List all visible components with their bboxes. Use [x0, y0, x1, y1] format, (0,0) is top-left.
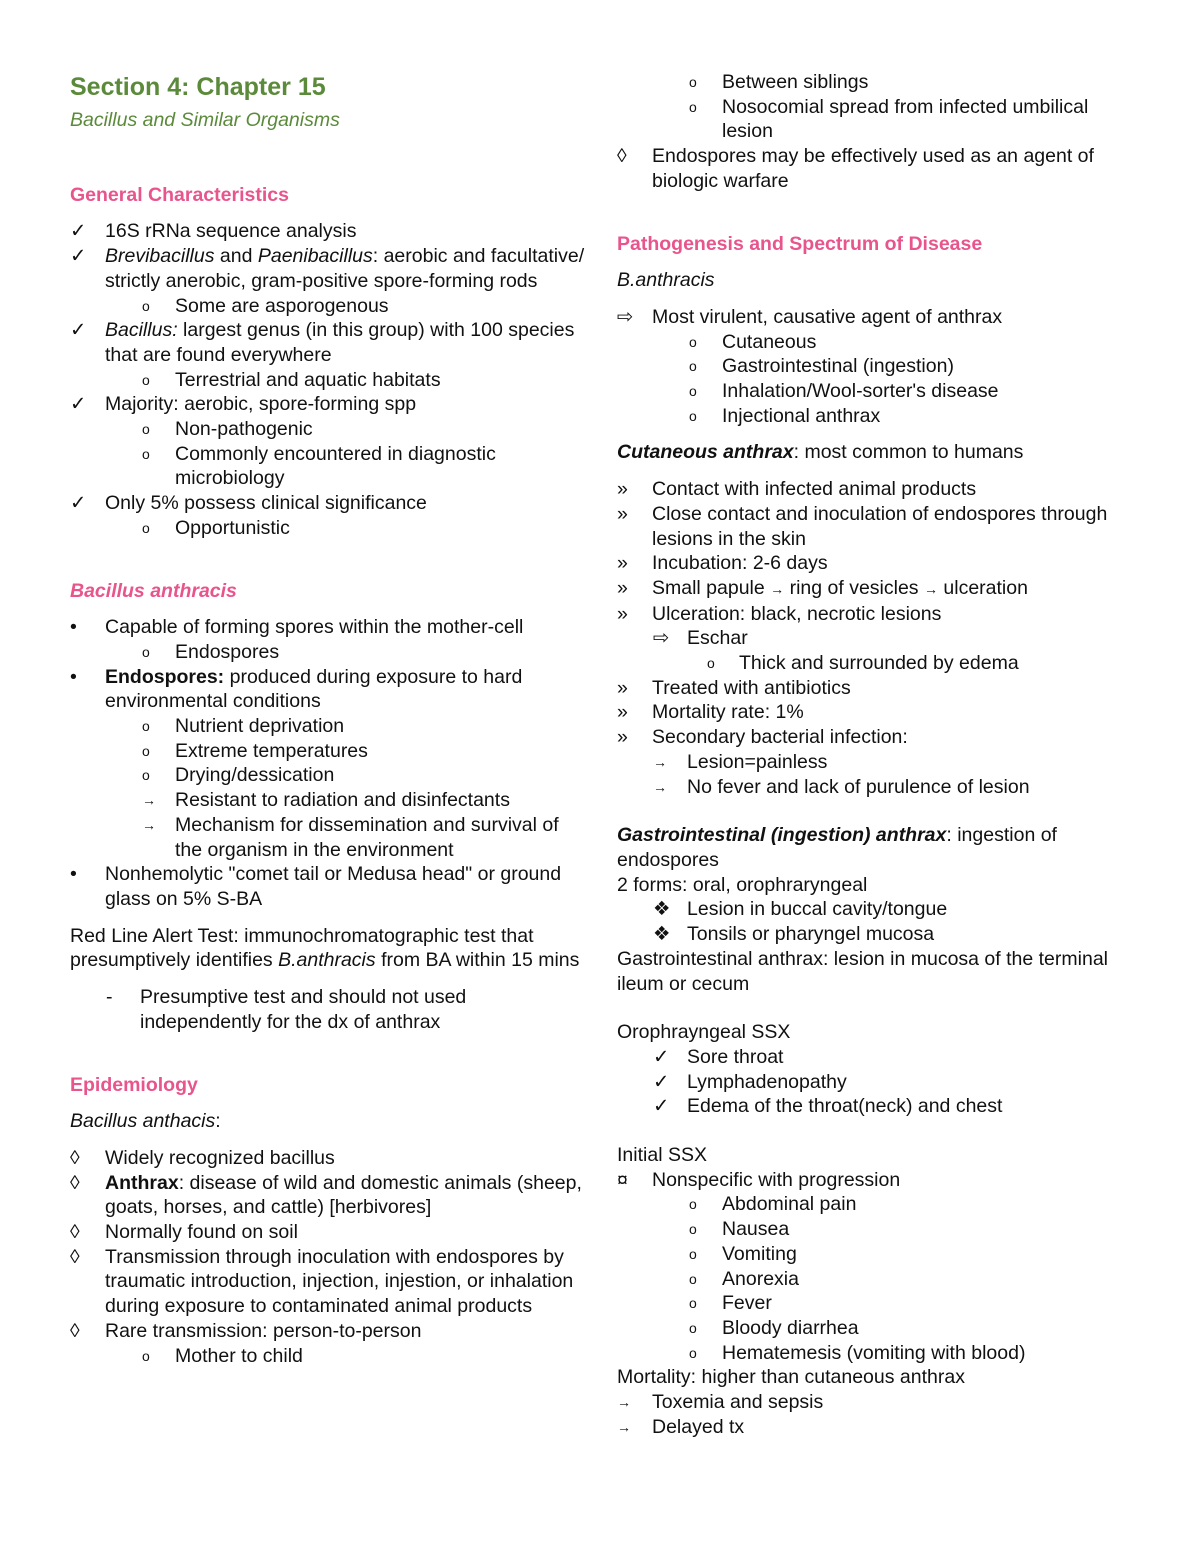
list-item: » Treated with antibiotics [617, 676, 851, 699]
list-item: → Toxemia and sepsis [617, 1391, 824, 1414]
checkmark-icon: ✓ [70, 393, 87, 416]
circle-bullet-icon: o [689, 1221, 697, 1238]
list-item: o Between siblings [689, 71, 869, 93]
mortality-text: Mortality: higher than cutaneous anthrax [617, 1366, 965, 1389]
diamond-bullet-icon: ◊ [70, 1221, 80, 1244]
list-item: ✓ Edema of the throat(neck) and chest [653, 1095, 1003, 1118]
heading-bacillus-anthracis: Bacillus anthracis [70, 579, 237, 602]
currency-sign-icon: ¤ [617, 1168, 628, 1191]
epidemiology-subheading: Bacillus anthacis: [70, 1110, 221, 1133]
page-subtitle: Bacillus and Similar Organisms [70, 109, 340, 131]
circle-bullet-icon: o [689, 1196, 697, 1213]
circle-bullet-icon: o [689, 1295, 697, 1312]
list-item: → Delayed tx [617, 1415, 745, 1438]
circle-bullet-icon: o [142, 643, 150, 660]
list-item: o Non-pathogenic [142, 418, 313, 441]
list-item: o Nutrient deprivation [142, 715, 345, 738]
list-item: ✓ Lymphadenopathy [653, 1070, 847, 1093]
double-chevron-icon: » [617, 502, 628, 525]
list-item: ◊ Transmission through inoculation with endospores by traumatic introduction, injection, injestion, or inhalation during exposure to contaminated animal products [70, 1245, 574, 1318]
list-item: - Presumptive test and should not used independently for the dx of anthrax [106, 986, 467, 1033]
list-item: o Opportunistic [142, 516, 290, 539]
list-item: ❖ Tonsils or pharyngel mucosa [653, 923, 935, 946]
list-item: » Incubation: 2-6 days [617, 552, 828, 575]
list-item: ⇨ Most virulent, causative agent of anthrax [617, 305, 1003, 328]
list-item: ✓ Bacillus: largest genus (in this group) with 100 species that are found everywhere [70, 319, 575, 366]
list-item: » Small papule → ring of vesicles → ulceration [617, 576, 1028, 599]
arrow-right-icon: → [770, 580, 785, 597]
list-item: o Drying/dessication [142, 764, 335, 787]
list-item: o Nosocomial spread from infected umbilical lesion [689, 95, 1089, 143]
list-item: o Bloody diarrhea [689, 1316, 859, 1339]
list-item: o Thick and surrounded by edema [707, 652, 1019, 675]
list-item: ❖ Lesion in buccal cavity/tongue [653, 898, 948, 921]
list-item: o Extreme temperatures [142, 739, 368, 762]
double-chevron-icon: » [617, 478, 628, 501]
checkmark-icon: ✓ [70, 245, 87, 268]
list-item: o Endospores [142, 640, 280, 663]
checkmark-icon: ✓ [653, 1095, 670, 1118]
four-diamond-icon: ❖ [653, 898, 671, 921]
list-item: ✓ Sore throat [653, 1045, 784, 1068]
list-item: » Secondary bacterial infection: [617, 726, 908, 749]
circle-bullet-icon: o [142, 718, 150, 735]
list-item: o Cutaneous [689, 330, 817, 353]
checkmark-icon: ✓ [70, 220, 87, 243]
circle-bullet-icon: o [142, 371, 150, 388]
list-item: ✓ Only 5% possess clinical significance [70, 492, 427, 515]
list-item: → Lesion=painless [653, 750, 828, 773]
list-item: ◊ Rare transmission: person-to-person [70, 1319, 422, 1342]
orophrayngeal-title: Orophrayngeal SSX [617, 1021, 791, 1044]
checkmark-icon: ✓ [70, 492, 87, 515]
dash-bullet-icon: - [106, 986, 113, 1009]
circle-bullet-icon: o [142, 767, 150, 784]
double-chevron-icon: » [617, 602, 628, 625]
circle-bullet-icon: o [689, 407, 697, 424]
heading-epidemiology: Epidemiology [70, 1073, 198, 1096]
double-chevron-icon: » [617, 676, 628, 699]
arrow-right-icon: → [653, 778, 667, 795]
circle-bullet-icon: o [689, 98, 697, 115]
list-item: o Abdominal pain [689, 1193, 857, 1216]
gi-forms-text: 2 forms: oral, orophraryngeal [617, 873, 868, 896]
list-item: • Endospores: produced during exposure to hard environmental conditions [70, 665, 523, 713]
double-chevron-icon: » [617, 701, 628, 724]
four-diamond-icon: ❖ [653, 923, 671, 946]
list-item: • Capable of forming spores within the mother-cell [70, 616, 524, 639]
list-item: o Nausea [689, 1218, 790, 1241]
list-item: » Contact with infected animal products [617, 478, 977, 501]
list-item: o Commonly encountered in diagnostic microbiology [142, 442, 496, 490]
list-item: o Vomiting [689, 1242, 797, 1265]
checkmark-icon: ✓ [653, 1045, 670, 1068]
list-item: ◊ Normally found on soil [70, 1221, 298, 1244]
circle-bullet-icon: o [689, 1344, 697, 1361]
gi-lesion-text: Gastrointestinal anthrax: lesion in mucosa of the terminal ileum or cecum [617, 947, 1108, 995]
initial-ssx-title: Initial SSX [617, 1144, 707, 1167]
arrow-right-icon: → [617, 1418, 631, 1435]
list-item: » Ulceration: black, necrotic lesions [617, 602, 942, 625]
bullet-icon: • [70, 665, 77, 688]
list-item: ¤ Nonspecific with progression [617, 1168, 901, 1191]
arrow-right-icon: → [617, 1394, 631, 1411]
list-item: o Inhalation/Wool-sorter's disease [689, 380, 999, 403]
page-title: Section 4: Chapter 15 [70, 73, 326, 101]
list-item: o Terrestrial and aquatic habitats [142, 368, 441, 391]
cutaneous-anthrax-heading: Cutaneous anthrax: most common to humans [617, 441, 1024, 464]
circle-bullet-icon: o [689, 333, 697, 350]
diamond-bullet-icon: ◊ [70, 1245, 80, 1268]
circle-bullet-icon: o [142, 519, 150, 536]
arrow-right-icon: → [142, 816, 156, 833]
left-column [70, 70, 590, 1368]
list-item: » Mortality rate: 1% [617, 701, 804, 724]
list-item: ✓ Majority: aerobic, spore-forming spp [70, 393, 417, 416]
list-item: ✓ Brevibacillus and Paenibacillus: aerobic and facultative/ strictly anerobic, gram-positive spore-forming rods [70, 245, 585, 292]
gi-anthrax-heading: Gastrointestinal (ingestion) anthrax: ingestion of endospores [617, 824, 1057, 871]
arrow-right-icon: → [923, 580, 938, 597]
list-item: o Hematemesis (vomiting with blood) [689, 1341, 1026, 1364]
diamond-bullet-icon: ◊ [70, 1171, 80, 1194]
hollow-arrow-icon: ⇨ [653, 627, 670, 650]
list-item: → No fever and lack of purulence of lesion [653, 775, 1030, 798]
circle-bullet-icon: o [689, 383, 697, 400]
heading-pathogenesis: Pathogenesis and Spectrum of Disease [617, 232, 983, 255]
diamond-bullet-icon: ◊ [617, 145, 627, 168]
list-item: o Gastrointestinal (ingestion) [689, 355, 954, 378]
list-item: o Injectional anthrax [689, 404, 881, 427]
list-item: o Some are asporogenous [142, 294, 389, 317]
bullet-icon: • [70, 616, 77, 639]
list-item: » Close contact and inoculation of endospores through lesions in the skin [617, 502, 1108, 550]
right-column [617, 70, 1137, 1439]
circle-bullet-icon: o [689, 1319, 697, 1336]
double-chevron-icon: » [617, 576, 628, 599]
double-chevron-icon: » [617, 726, 628, 749]
list-item: ◊ Anthrax: disease of wild and domestic animals (sheep, goats, horses, and cattle) [herbivores] [70, 1171, 582, 1219]
list-item: o Mother to child [142, 1344, 303, 1367]
circle-bullet-icon: o [689, 358, 697, 375]
double-chevron-icon: » [617, 552, 628, 575]
list-item: ◊ Endospores may be effectively used as an agent of biologic warfare [617, 145, 1094, 192]
circle-bullet-icon: o [689, 1245, 697, 1262]
circle-bullet-icon: o [142, 297, 150, 314]
pathogenesis-subheading: B.anthracis [617, 269, 715, 292]
circle-bullet-icon: o [142, 1347, 150, 1364]
circle-bullet-icon: o [142, 421, 150, 438]
list-item: ◊ Widely recognized bacillus [70, 1146, 335, 1169]
list-item: → Resistant to radiation and disinfectants [142, 789, 510, 812]
arrow-right-icon: → [653, 753, 667, 770]
circle-bullet-icon: o [689, 1270, 697, 1287]
circle-bullet-icon: o [689, 74, 697, 90]
list-item: • Nonhemolytic "comet tail or Medusa head" or ground glass on 5% S-BA [70, 863, 562, 910]
list-item: → Mechanism for dissemination and survival of the organism in the environment [142, 813, 559, 861]
circle-bullet-icon: o [142, 445, 150, 462]
diamond-bullet-icon: ◊ [70, 1146, 80, 1169]
list-item: o Fever [689, 1292, 772, 1315]
list-item: o Anorexia [689, 1267, 799, 1290]
checkmark-icon: ✓ [70, 319, 87, 342]
arrow-right-icon: → [142, 792, 156, 809]
checkmark-icon: ✓ [653, 1070, 670, 1093]
heading-general-characteristics: General Characteristics [70, 183, 289, 206]
list-item: ⇨ Eschar [653, 627, 748, 650]
hollow-arrow-icon: ⇨ [617, 305, 634, 328]
red-line-alert-paragraph: Red Line Alert Test: immunochromatographic test that presumptively identifies B.anthracis from BA within 15 mins [70, 924, 580, 972]
circle-bullet-icon: o [707, 655, 715, 672]
circle-bullet-icon: o [142, 742, 150, 759]
bullet-icon: • [70, 863, 77, 886]
diamond-bullet-icon: ◊ [70, 1319, 80, 1342]
list-item: ✓ 16S rRNa sequence analysis [70, 220, 357, 243]
